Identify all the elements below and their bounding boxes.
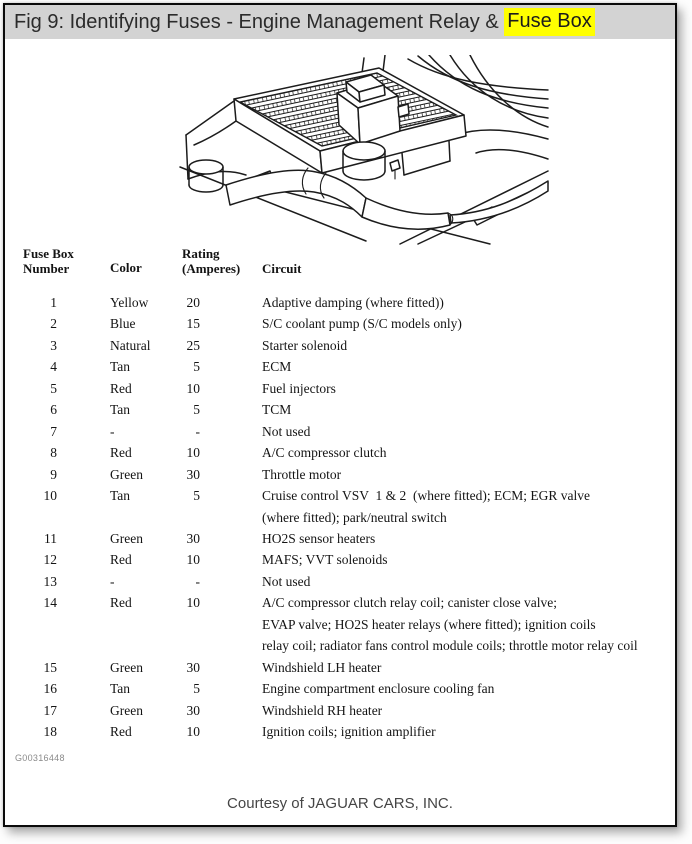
fuse-number: 18 (43, 724, 57, 740)
fuse-color: Red (110, 595, 132, 611)
table-row (5, 592, 671, 656)
fuse-circuit (262, 378, 671, 399)
fuse-rating: 15 (186, 316, 200, 332)
table-row (5, 528, 671, 549)
table-row (5, 292, 671, 313)
fuse-color: Tan (110, 488, 131, 504)
fuse-color: Red (110, 445, 132, 461)
fuse-color: Natural (110, 337, 151, 353)
fuse-number: 14 (43, 595, 57, 611)
fuse-circuit (262, 335, 671, 356)
circuit-line: S/C coolant pump (S/C models only) (262, 316, 462, 332)
fuse-rating: 5 (193, 402, 200, 418)
fuse-rating: 20 (186, 295, 200, 310)
circuit-line: Not used (262, 423, 311, 439)
fuse-rating: 10 (186, 724, 200, 740)
fuse-number: 5 (50, 380, 57, 396)
table-row (5, 421, 671, 442)
fuse-rating: 10 (186, 445, 200, 461)
fuse-color: Red (110, 380, 132, 396)
header-line: Number (23, 260, 70, 276)
fuse-color: Green (110, 530, 143, 546)
highlighted-text: Fuse Box (504, 8, 594, 36)
circuit-line: Ignition coils; ignition amplifier (262, 724, 436, 740)
fuse-number: 9 (50, 466, 57, 482)
table-row (5, 464, 671, 485)
fuse-circuit (262, 442, 671, 463)
fuse-circuit (262, 700, 671, 721)
fuse-circuit (262, 678, 671, 699)
fuse-circuit (262, 485, 671, 528)
table-row (5, 549, 671, 570)
circuit-line: Cruise control VSV 1 & 2 (where fitted); ECM; EGR valve (262, 488, 590, 504)
table-row (5, 485, 671, 528)
fuse-rating: 10 (186, 552, 200, 568)
circuit-line: Windshield LH heater (262, 659, 382, 675)
header-line: Fuse Box (23, 246, 74, 261)
fuse-rating: 5 (193, 359, 200, 375)
circuit-line: A/C compressor clutch relay coil; canister close valve; (262, 595, 558, 611)
fuse-color: Red (110, 552, 132, 568)
fuse-rating: 30 (186, 530, 200, 546)
table-row (5, 335, 671, 356)
fuse-color: Tan (110, 681, 131, 697)
table-row (5, 313, 671, 334)
fuse-table (5, 5, 675, 825)
fuse-circuit (262, 549, 671, 570)
fuse-number: 12 (43, 552, 57, 568)
fuse-rows (5, 292, 671, 743)
header-line: (Amperes) (182, 260, 241, 276)
table-row (5, 721, 671, 742)
fuse-color: Red (110, 724, 132, 740)
fuse-color: Green (110, 659, 143, 675)
fuse-circuit (262, 399, 671, 420)
table-row (5, 571, 671, 592)
fuse-number: 16 (43, 681, 57, 697)
fuse-number: 15 (43, 659, 57, 675)
fuse-color: Tan (110, 359, 131, 375)
circuit-line: MAFS; VVT solenoids (262, 552, 388, 568)
fuse-rating: 5 (193, 681, 200, 697)
fuse-color: - (110, 423, 115, 439)
fuse-number: 4 (50, 359, 57, 375)
table-row (5, 700, 671, 721)
table-row (5, 378, 671, 399)
fuse-number: 11 (44, 530, 57, 546)
fuse-number: 6 (50, 402, 57, 418)
fuse-rating: 30 (186, 702, 200, 718)
fuse-number: 10 (43, 488, 57, 504)
circuit-line: ECM (262, 359, 292, 375)
header-circuit: Circuit (262, 261, 302, 276)
circuit-line: relay coil; radiator fans control module coils; throttle motor relay coil (262, 638, 638, 654)
fuse-rating: - (195, 573, 200, 589)
figure-page (3, 3, 677, 827)
fuse-color: Green (110, 466, 143, 482)
fuse-circuit (262, 313, 671, 334)
table-row (5, 678, 671, 699)
fuse-circuit (262, 721, 671, 742)
circuit-line: (where fitted); park/neutral switch (262, 509, 447, 525)
table-row (5, 442, 671, 463)
fuse-number: 1 (50, 295, 57, 310)
fuse-rating: 30 (186, 659, 200, 675)
fuse-number: 3 (50, 337, 57, 353)
fuse-circuit (262, 356, 671, 377)
circuit-line: Throttle motor (262, 466, 342, 482)
fuse-number: 2 (50, 316, 57, 332)
fuse-number: 7 (50, 423, 57, 439)
fuse-number: 13 (43, 573, 57, 589)
table-row (5, 399, 671, 420)
table-row (5, 657, 671, 678)
table-row (5, 356, 671, 377)
fuse-circuit (262, 421, 671, 442)
fuse-circuit (262, 528, 671, 549)
fuse-rating: 10 (186, 380, 200, 396)
fuse-number: 17 (43, 702, 57, 718)
fuse-circuit (262, 571, 671, 592)
fuse-rating: - (195, 423, 200, 439)
fuse-number: 8 (50, 445, 57, 461)
fuse-color: - (110, 573, 115, 589)
figure-title-text: Fig 9: Identifying Fuses - Engine Management Relay & (14, 10, 505, 33)
fuse-rating: 10 (186, 595, 200, 611)
header-fuse-box-number (23, 247, 74, 276)
circuit-line: Not used (262, 573, 311, 589)
courtesy-line: Courtesy of JAGUAR CARS, INC. (227, 795, 453, 812)
circuit-line: EVAP valve; HO2S heater relays (where fitted); ignition coils (262, 616, 596, 632)
header-line: Rating (182, 246, 220, 261)
circuit-line: Adaptive damping (where fitted)) (262, 295, 444, 310)
circuit-line: Fuel injectors (262, 380, 336, 396)
figure-id: G00316448 (15, 753, 65, 763)
fuse-rating: 30 (186, 466, 200, 482)
fuse-circuit (262, 592, 671, 656)
fuse-rating: 5 (193, 488, 200, 504)
circuit-line: Windshield RH heater (262, 702, 383, 718)
circuit-line: TCM (262, 402, 292, 418)
circuit-line: Engine compartment enclosure cooling fan (262, 681, 495, 697)
fuse-rating: 25 (186, 337, 200, 353)
fuse-circuit (262, 464, 671, 485)
fuse-color: Yellow (110, 295, 149, 310)
circuit-line: Starter solenoid (262, 337, 348, 353)
header-rating (182, 247, 240, 276)
fuse-color: Green (110, 702, 143, 718)
fuse-circuit (262, 292, 671, 313)
header-color: Color (110, 260, 142, 275)
circuit-line: A/C compressor clutch (262, 445, 387, 461)
circuit-line: HO2S sensor heaters (262, 530, 376, 546)
fuse-color: Tan (110, 402, 131, 418)
fuse-circuit (262, 657, 671, 678)
fuse-color: Blue (110, 316, 136, 332)
